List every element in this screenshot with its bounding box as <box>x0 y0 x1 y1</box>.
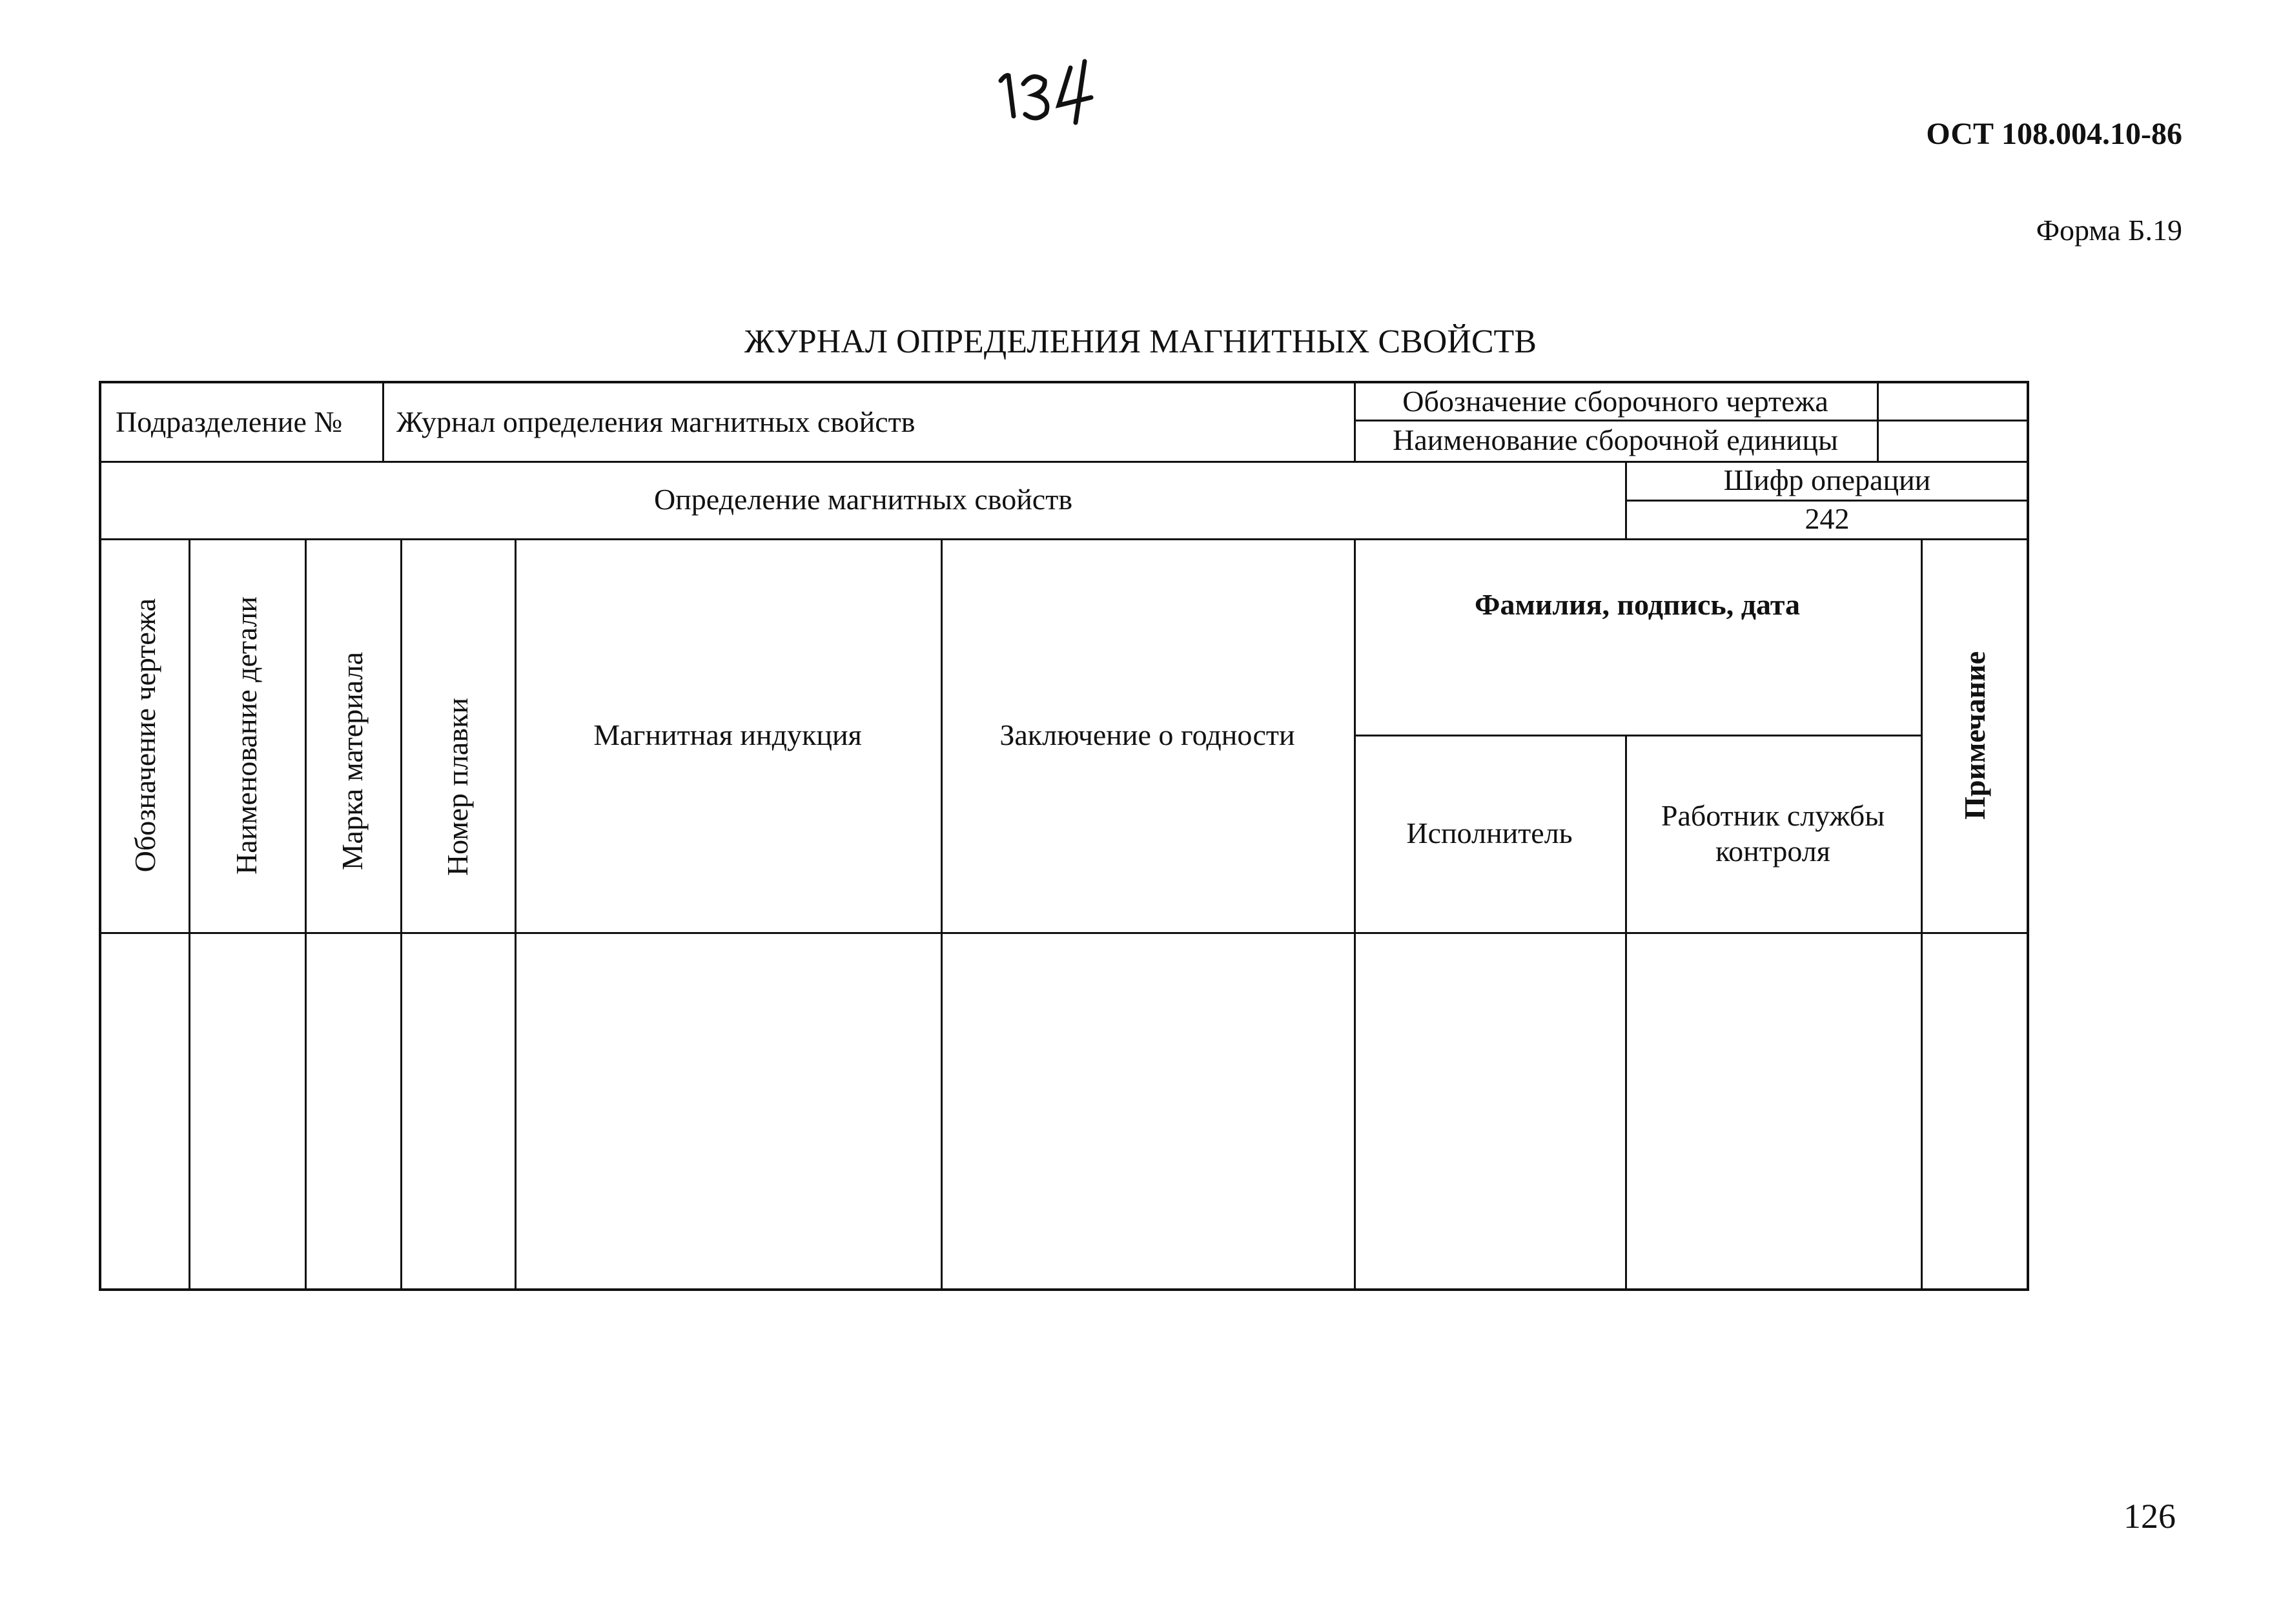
column-drawing <box>101 538 189 932</box>
column-material-grade-label: Марка материала <box>336 651 369 871</box>
data-cell-conclusion[interactable] <box>941 932 1354 1291</box>
operation-name: Определение магнитных свойств <box>653 483 1073 516</box>
page-number: 126 <box>2123 1497 2176 1536</box>
data-cell-material-grade[interactable] <box>305 932 400 1291</box>
journal-name: Журнал определения магнитных свойств <box>396 405 915 439</box>
column-conclusion: Заключение о годности <box>999 718 1295 752</box>
assembly-unit-label: Наименование сборочной единицы <box>1393 423 1838 457</box>
document-code: ОСТ 108.004.10-86 <box>1926 117 2182 151</box>
column-magnetic-induction: Магнитная индукция <box>593 718 862 752</box>
journal-table <box>99 381 2029 1291</box>
column-drawing-label: Обозначение чертежа <box>128 598 161 873</box>
assembly-unit-field[interactable] <box>1877 420 2029 461</box>
operation-code-value: 242 <box>1805 502 1850 536</box>
column-executor: Исполнитель <box>1406 817 1573 850</box>
data-cell-note[interactable] <box>1921 932 2029 1291</box>
handwritten-134-mark <box>994 55 1110 126</box>
data-cell-drawing[interactable] <box>101 932 189 1291</box>
data-cell-heat-number[interactable] <box>400 932 515 1291</box>
column-heat-number-label: Номер плавки <box>440 697 474 877</box>
form-label: Форма Б.19 <box>2036 214 2182 247</box>
operation-code-label: Шифр операции <box>1723 463 1931 497</box>
column-material-grade <box>305 538 400 932</box>
assembly-drawing-field[interactable] <box>1877 383 2029 420</box>
journal-title: ЖУРНАЛ ОПРЕДЕЛЕНИЯ МАГНИТНЫХ СВОЙСТВ <box>744 323 1537 360</box>
data-cell-part-name[interactable] <box>189 932 305 1291</box>
column-part-name-label: Наименование детали <box>230 596 263 875</box>
column-part-name <box>189 538 305 932</box>
assembly-drawing-label: Обозначение сборочного чертежа <box>1402 385 1828 418</box>
data-cell-inspector[interactable] <box>1625 932 1921 1291</box>
column-inspector: Работник службы контроля <box>1661 798 1885 868</box>
column-note <box>1921 538 2029 932</box>
column-heat-number <box>400 538 515 932</box>
department-label: Подразделение № <box>116 405 343 439</box>
data-cell-magnetic-induction[interactable] <box>515 932 941 1291</box>
data-cell-executor[interactable] <box>1354 932 1625 1291</box>
column-note-label: Примечание <box>1958 651 1992 820</box>
column-signature-group: Фамилия, подпись, дата <box>1475 588 1800 621</box>
handwritten-page-number <box>994 55 1110 126</box>
